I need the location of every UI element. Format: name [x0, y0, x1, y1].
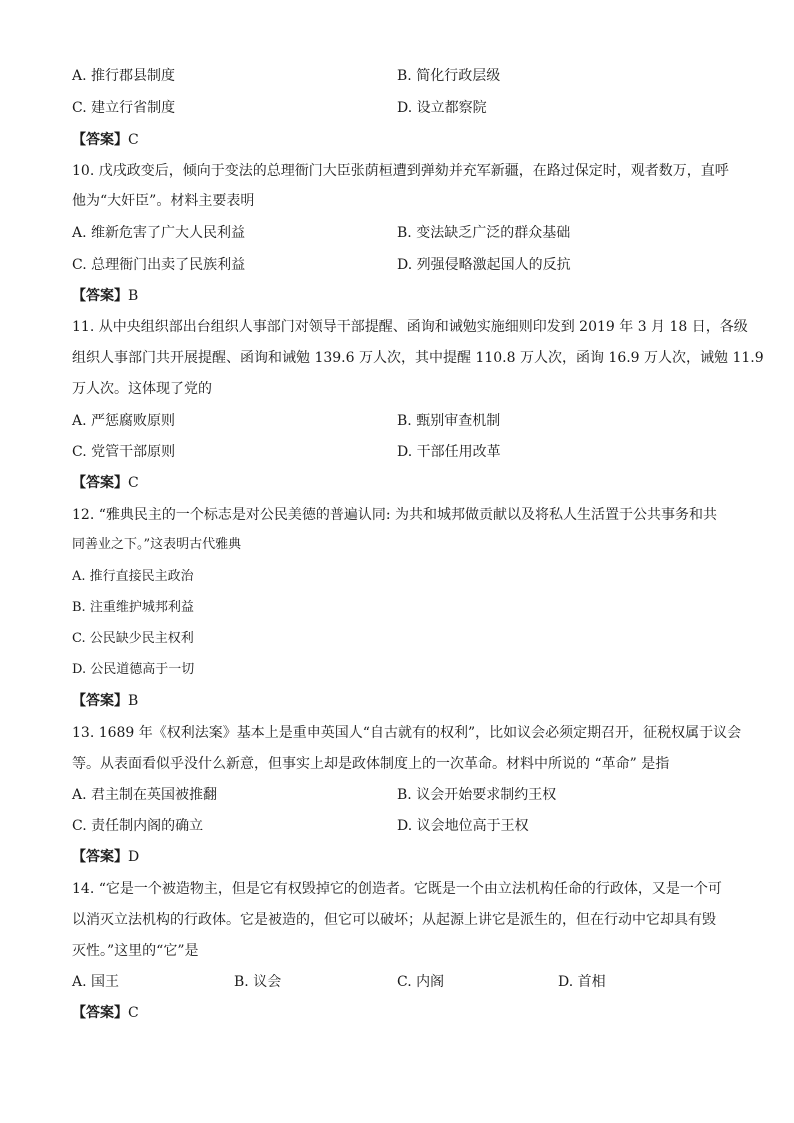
q11-stem-line-1: 11. 从中央组织部出台组织人事部门对领导干部提醒、函询和诫勉实施细则印发到 2019 年 3 月 18 日，各级: [72, 319, 748, 335]
q9-option-c: C. 建立行省制度: [72, 100, 176, 116]
q10-answer: [72, 287, 138, 305]
q9-answer: [72, 131, 139, 149]
q11-stem-line-2: 组织人事部门共开展提醒、函询和诫勉 139.6 万人次，其中提醒 110.8 万人次，函询 16.9 万人次，诫勉 11.9: [72, 350, 764, 366]
q14-stem-line-1: 14. “它是一个被造物主，但是它有权毁掉它的创造者。它既是一个由立法机构任命的行政体，又是一个可: [72, 881, 722, 897]
q9-option-b: B. 简化行政层级: [397, 68, 501, 84]
q14-option-b: B. 议会: [234, 974, 282, 990]
q11-option-a: A. 严惩腐败原则: [72, 413, 176, 429]
q11-option-d: D. 干部任用改革: [397, 444, 501, 460]
answer-tag: 【答案】: [72, 849, 128, 865]
answer-value: D: [128, 849, 140, 865]
q10-option-d: D. 列强侵略激起国人的反抗: [397, 257, 571, 273]
answer-tag: 【答案】: [72, 693, 128, 709]
answer-value: C: [128, 475, 139, 491]
q10-option-a: A. 维新危害了广大人民利益: [72, 225, 246, 241]
q10-option-b: B. 变法缺乏广泛的群众基础: [397, 225, 571, 241]
q13-stem-line-2: 等。从表面看似乎没什么新意，但事实上却是政体制度上的一次革命。材料中所说的 “革命” 是指: [72, 756, 670, 772]
q13-answer: [72, 848, 139, 866]
q11-option-c: C. 党管干部原则: [72, 444, 176, 460]
q12-option-a: A. 推行直接民主政治: [72, 569, 194, 584]
q13-stem-line-1: 13. 1689 年《权利法案》基本上是重申英国人“自古就有的权利”，比如议会必须定期召开，征税权属于议会: [72, 725, 742, 741]
answer-tag: 【答案】: [72, 475, 128, 491]
q13-option-d: D. 议会地位高于王权: [397, 818, 529, 834]
q12-option-d: D. 公民道德高于一切: [72, 662, 195, 677]
q14-stem-line-3: 灭性。”这里的“它”是: [72, 943, 199, 959]
answer-tag: 【答案】: [72, 132, 128, 148]
q12-option-b: B. 注重维护城邦利益: [72, 600, 194, 615]
q11-option-b: B. 甄别审查机制: [397, 413, 501, 429]
q14-option-c: C. 内阁: [397, 974, 445, 990]
q12-stem-line-2: 同善业之下。”这表明古代雅典: [72, 537, 242, 552]
q14-option-d: D. 首相: [558, 974, 606, 990]
answer-value: C: [128, 1005, 139, 1021]
q10-stem-line-1: 10. 戊戌政变后，倾向于变法的总理衙门大臣张荫桓遭到弹劾并充军新疆，在路过保定时，观者数万，直呼: [72, 163, 729, 179]
q12-stem-line-1: 12. “雅典民主的一个标志是对公民美德的普遍认同: 为共和城邦做贡献以及将私人生活置于公共事务和共: [72, 507, 718, 523]
q13-option-b: B. 议会开始要求制约王权: [397, 787, 557, 803]
q11-answer: [72, 474, 139, 492]
answer-value: C: [128, 132, 139, 148]
q9-option-d: D. 设立都察院: [397, 100, 487, 116]
q9-option-a: A. 推行郡县制度: [72, 68, 176, 84]
q14-stem-line-2: 以消灭立法机构的行政体。它是被造的，但它可以破坏；从起源上讲它是派生的，但在行动中它却具有毁: [72, 912, 716, 928]
q13-option-a: A. 君主制在英国被推翻: [72, 787, 218, 803]
q12-answer: [72, 692, 138, 710]
q14-option-a: A. 国王: [72, 974, 120, 990]
answer-value: B: [128, 288, 139, 304]
answer-tag: 【答案】: [72, 288, 128, 304]
q13-option-c: C. 责任制内阁的确立: [72, 818, 204, 834]
answer-value: B: [128, 693, 139, 709]
q10-option-c: C. 总理衙门出卖了民族利益: [72, 257, 246, 273]
q11-stem-line-3: 万人次。这体现了党的: [72, 381, 212, 397]
answer-tag: 【答案】: [72, 1005, 128, 1021]
q12-option-c: C. 公民缺少民主权利: [72, 631, 194, 646]
q14-answer: [72, 1004, 139, 1022]
q10-stem-line-2: 他为“大奸臣”。材料主要表明: [72, 193, 255, 209]
